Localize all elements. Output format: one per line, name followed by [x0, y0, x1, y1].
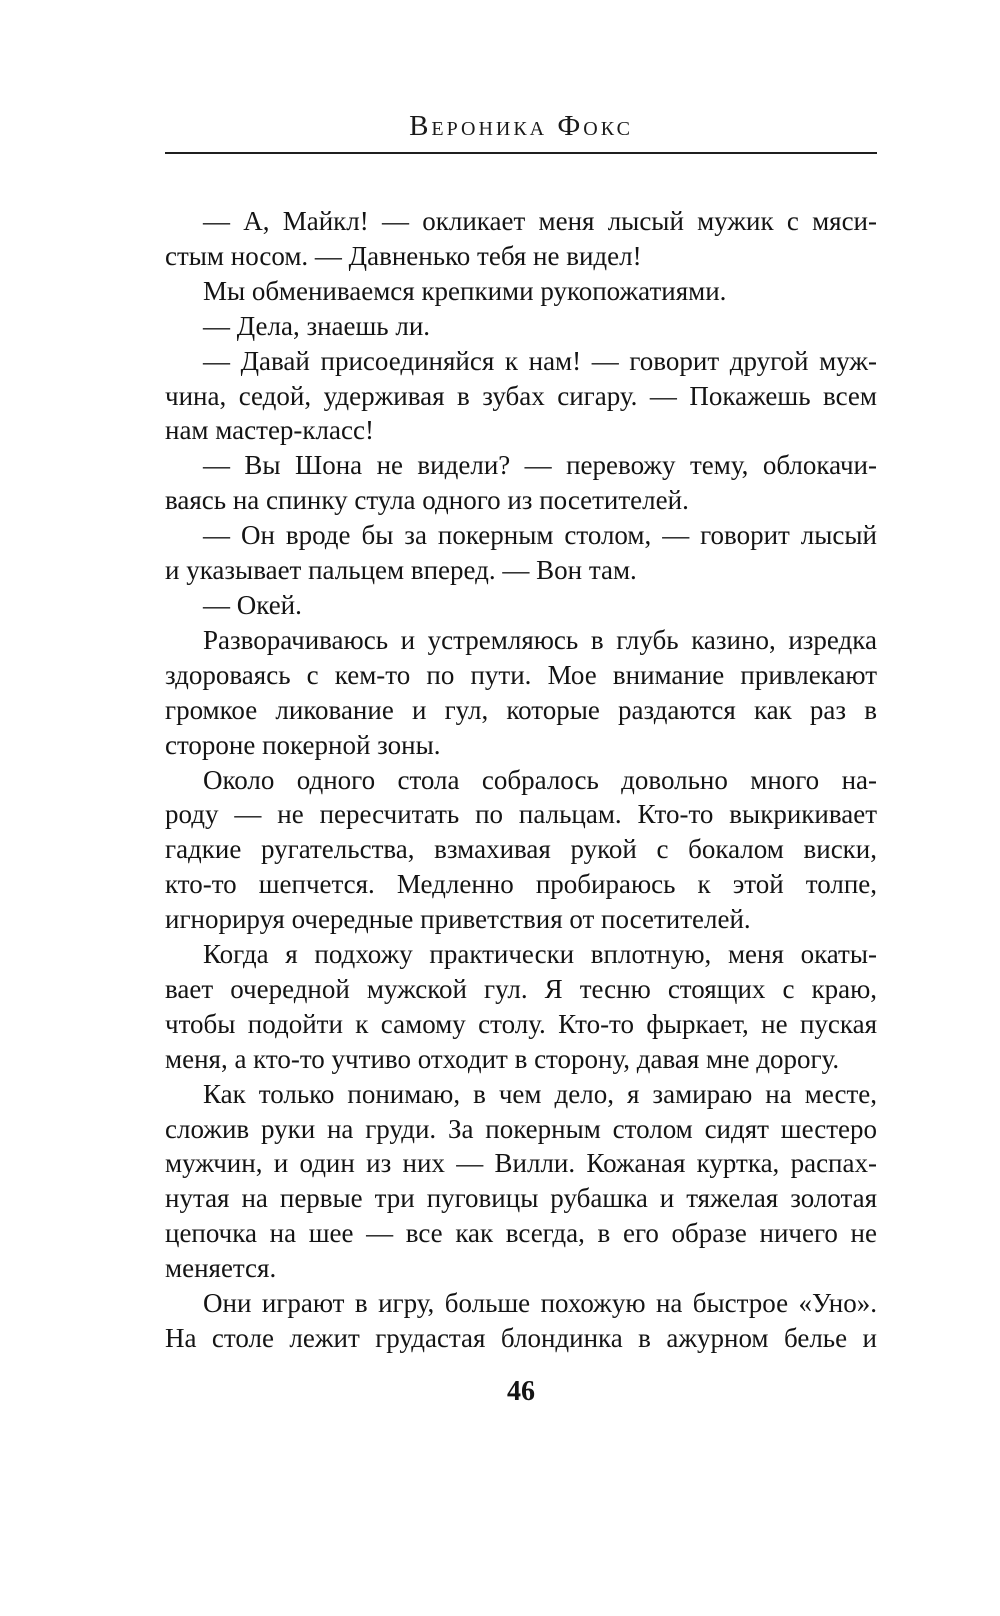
- paragraph: [165, 344, 877, 449]
- paragraph: [165, 518, 877, 588]
- text-line: Как только понимаю, в чем дело, я замираю на месте,: [203, 1078, 877, 1109]
- text-line: Они играют в игру, больше похожую на быстрое «Уно».: [203, 1288, 877, 1319]
- paragraph: [165, 204, 877, 274]
- text-line: роду — не пересчитать по пальцам. Кто-то выкрикивает: [165, 799, 877, 830]
- text-line: чина, седой, удерживая в зубах сигару. — Покажешь всем: [165, 380, 877, 411]
- running-header: Вероника Фокс: [409, 110, 633, 142]
- text-line: На столе лежит грудастая блондинка в ажурном белье и: [165, 1323, 877, 1353]
- text-line: — Он вроде бы за покерным столом, — говорит лысый: [203, 520, 877, 551]
- text-line: Когда я подхожу практически вплотную, меня окаты-: [203, 939, 877, 970]
- text-line: нутая на первые три пуговицы рубашка и тяжелая золотая: [165, 1183, 877, 1214]
- text-line: кто-то шепчется. Медленно пробираюсь к этой толпе,: [165, 869, 877, 900]
- text-line: цепочка на шее — все как всегда, в его образе ничего не: [165, 1218, 877, 1249]
- paragraph: [165, 1077, 877, 1286]
- text-column: [165, 110, 877, 1408]
- text-line: гадкие ругательства, взмахивая рукой с бокалом виски,: [165, 834, 877, 865]
- text-line: и указывает пальцем вперед. — Вон там.: [165, 555, 637, 586]
- text-line: здороваясь с кем-то по пути. Мое внимание привлекают: [165, 659, 877, 690]
- text-line: чтобы подойти к самому столу. Кто-то фыркает, не пуская: [165, 1008, 877, 1039]
- page-number: 46: [507, 1375, 535, 1407]
- text-line: сложив руки на груди. За покерным столом сидят шестеро: [165, 1113, 877, 1144]
- text-line: стым носом. — Давненько тебя не видел!: [165, 240, 642, 271]
- text-line: меня, а кто-то учтиво отходит в сторону, давая мне дорогу.: [165, 1043, 840, 1074]
- header-rule: [165, 152, 877, 154]
- text-line: игнорируя очередные приветствия от посетителей.: [165, 904, 751, 935]
- text-line: — Вы Шона не видели? — перевожу тему, облокачи-: [203, 450, 877, 481]
- body-text: [165, 204, 877, 1356]
- text-line: Разворачиваюсь и устремляюсь в глубь казино, изредка: [203, 624, 877, 655]
- text-line: вает очередной мужской гул. Я тесню стоящих с краю,: [165, 973, 877, 1004]
- text-line: Около одного стола собралось довольно много на-: [203, 764, 877, 795]
- text-line: — Окей.: [203, 589, 302, 620]
- text-line: — Давай присоединяйся к нам! — говорит другой муж-: [203, 345, 877, 376]
- paragraph: [165, 937, 877, 1077]
- text-line: нам мастер-класс!: [165, 415, 374, 446]
- paragraph: [165, 1286, 877, 1356]
- paragraph: [165, 763, 877, 938]
- text-line: ваясь на спинку стула одного из посетителей.: [165, 485, 689, 516]
- text-line: громкое ликование и гул, которые раздаются как раз в: [165, 694, 877, 725]
- paragraph: [165, 588, 877, 623]
- paragraph: [165, 448, 877, 518]
- paragraph: [165, 623, 877, 763]
- paragraph: [165, 309, 877, 344]
- text-line: Мы обмениваемся крепкими рукопожатиями.: [203, 275, 727, 306]
- paragraph: [165, 274, 877, 309]
- text-line: меняется.: [165, 1253, 277, 1284]
- text-line: мужчин, и один из них — Вилли. Кожаная куртка, распах-: [165, 1148, 877, 1179]
- text-line: — Дела, знаешь ли.: [203, 310, 431, 341]
- text-line: — А, Майкл! — окликает меня лысый мужик с мяси-: [203, 206, 877, 236]
- text-line: стороне покерной зоны.: [165, 729, 441, 760]
